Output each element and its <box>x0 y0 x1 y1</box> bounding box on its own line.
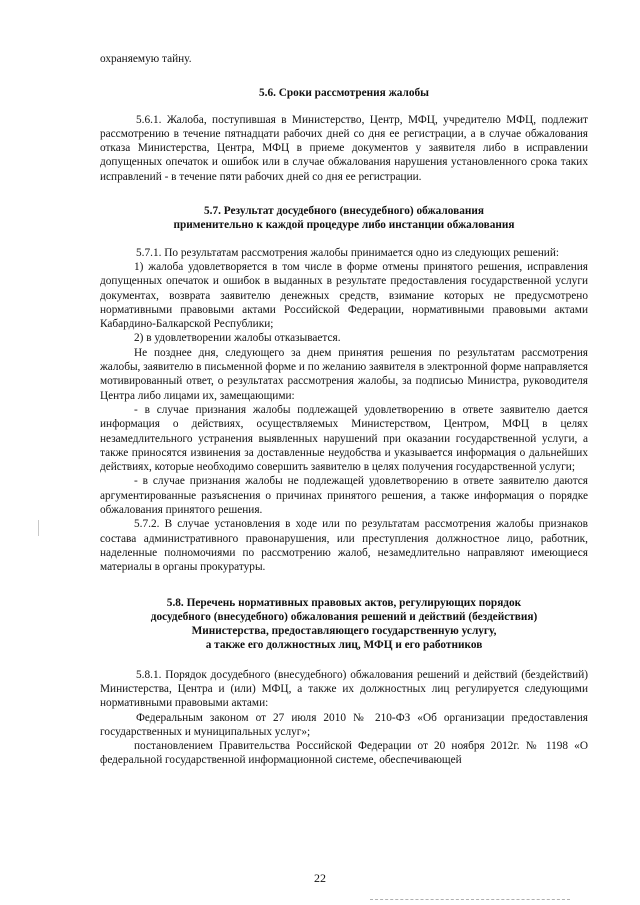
scan-edge-line <box>370 899 570 900</box>
paragraph-response-deadline: Не позднее дня, следующего за днем принятия решения по результатам рассмотрения жалобы, заявителю в письменной форме и по желанию заявителя в электронной форме направляется мотивированный ответ, о результатах рассмотрения жалобы, за подписью Министра, руководителя Центра либо лицами их, замещающими: <box>100 346 588 402</box>
page-number: 22 <box>314 871 326 885</box>
section-heading-5-8 <box>100 596 588 653</box>
paragraph-5-7-1: 5.7.1. По результатам рассмотрения жалобы принимается одно из следующих решений: <box>136 246 560 259</box>
page-content <box>100 52 588 768</box>
paragraph-federal-law: Федеральным законом от 27 июля 2010 № 210-ФЗ «Об организации предоставления государственных и муниципальных услуг»; <box>100 711 588 738</box>
paragraph-satisfied-case: - в случае признания жалобы подлежащей удовлетворению в ответе заявителю дается информация о действиях, осуществляемых Министерством, Центром, МФЦ в целях незамедлительного устранения выявленных нарушений при оказании государственной услуги, а также приносятся извинения за доставленные неудобства и указывается информация о дальнейших действиях, которые необходимо совершить заявителю в целях получения государственной услуги; <box>100 403 588 474</box>
heading-line: досудебного (внесудебного) обжалования решений и действий (бездействия) <box>150 610 538 623</box>
scan-margin-mark <box>38 520 39 536</box>
continuation-text: охраняемую тайну. <box>100 53 192 65</box>
section-heading-5-6 <box>100 86 588 100</box>
heading-line: 5.6. Сроки рассмотрения жалобы <box>258 87 430 100</box>
paragraph-rejected-case: - в случае признания жалобы не подлежащей удовлетворению в ответе заявителю даются аргументированные разъяснения о причинах принятого решения, а также информация о порядке обжалования принятого решения. <box>100 475 588 517</box>
paragraph-5-8-1: 5.8.1. Порядок досудебного (внесудебного) обжалования решений и действий (бездействий) Министерства, Центра и (или) МФЦ, а также их должностных лиц регулируется следующими нормативными правовыми актами: <box>100 668 588 710</box>
heading-line: а также его должностных лиц, МФЦ и его работников <box>205 639 483 652</box>
section-heading-5-7 <box>100 204 588 233</box>
paragraph-decision-2: 2) в удовлетворении жалобы отказывается. <box>134 332 341 345</box>
heading-line: 5.8. Перечень нормативных правовых актов, регулирующих порядок <box>166 596 522 609</box>
heading-line: 5.7. Результат досудебного (внесудебного) обжалования <box>203 205 484 218</box>
paragraph-decision-1: 1) жалоба удовлетворяется в том числе в форме отмены принятого решения, исправления допущенных опечаток и ошибок в выданных в результате предоставления государственной услуги документах, возврата заявителю денежных средств, взимание которых не предусмотрено нормативными правовыми актами Российской Федерации, нормативными правовыми актами Кабардино-Балкарской Республики; <box>100 260 588 331</box>
paragraph-5-6-1: 5.6.1. Жалоба, поступившая в Министерство, Центр, МФЦ, учредителю МФЦ, подлежит рассмотрению в течение пятнадцати рабочих дней со дня ее регистрации, а в случае обжалования отказа Министерства, Центра, МФЦ в приеме документов у заявителя либо в исправлении допущенных опечаток и ошибок или в случае обжалования нарушения установленного срока таких исправлений - в течение пяти рабочих дней со дня ее регистрации. <box>100 113 588 183</box>
paragraph-5-7-2: 5.7.2. В случае установления в ходе или по результатам рассмотрения жалобы признаков состава административного правонарушения, или преступления должностное лицо, работник, наделенные полномочиями по рассмотрению жалоб, незамедлительно направляют имеющиеся материалы в органы прокуратуры. <box>100 518 588 574</box>
heading-line: применительно к каждой процедуре либо инстанции обжалования <box>173 219 515 232</box>
paragraph-government-decree: постановлением Правительства Российской Федерации от 20 ноября 2012г. № 1198 «О федеральной государственной информационной системе, обеспечивающей <box>100 740 588 767</box>
heading-line: Министерства, предоставляющего государственную услугу, <box>191 625 497 638</box>
